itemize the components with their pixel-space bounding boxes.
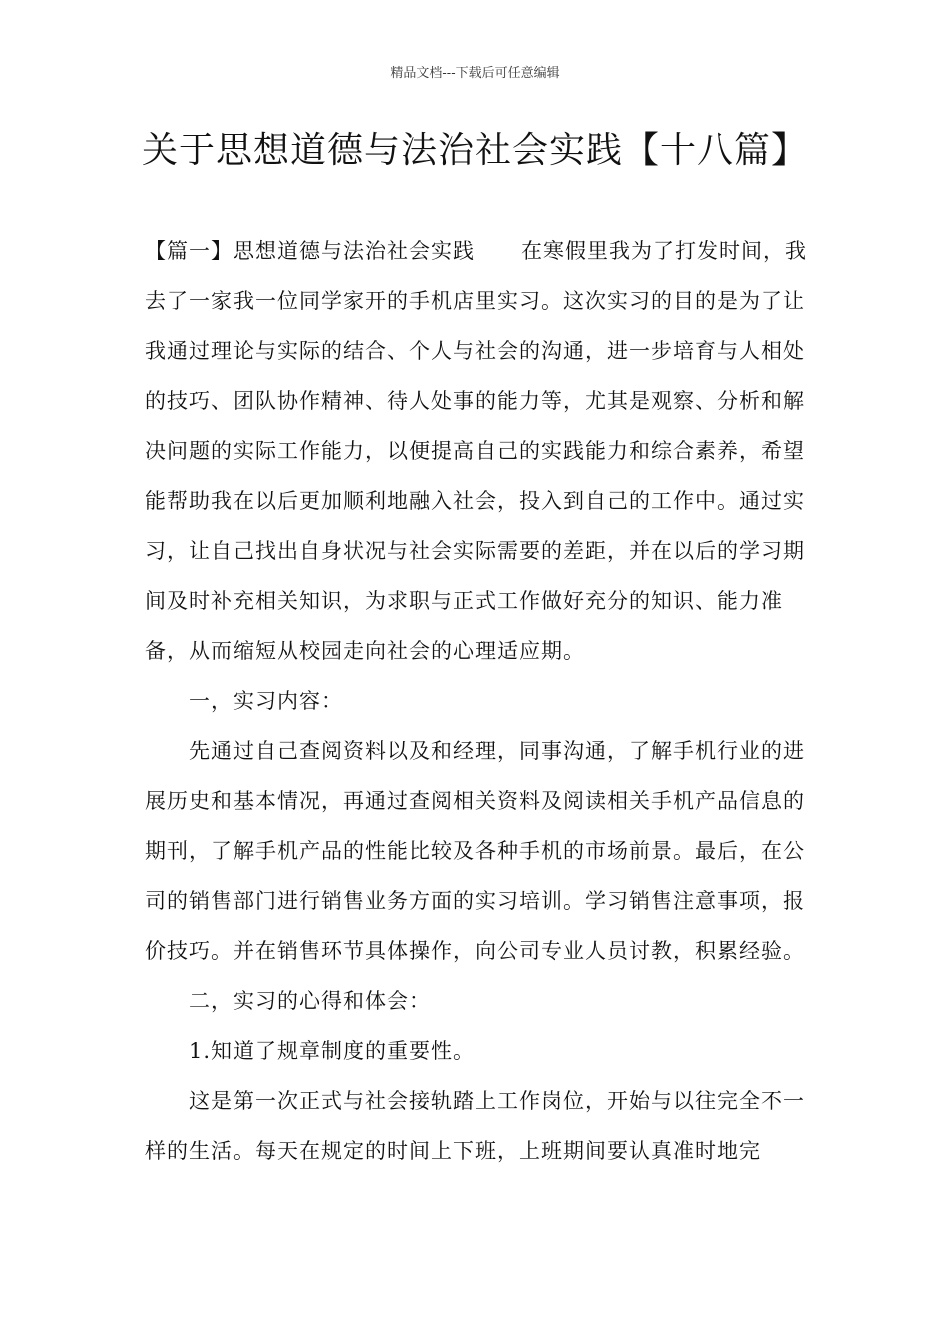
section-heading: 【篇一】思想道德与法治社会实践	[145, 239, 475, 263]
document-title: 关于思想道德与法治社会实践【十八篇】	[141, 130, 808, 171]
paragraph: 一，实习内容：	[189, 689, 343, 713]
paragraph-first	[145, 226, 815, 676]
page-header: 精品文档---下载后可任意编辑	[390, 66, 560, 81]
paragraph: 1.知道了规章制度的重要性。	[189, 1039, 476, 1063]
paragraph: 先通过自己查阅资料以及和经理，同事沟通，了解手机行业的进展历史和基本情况，再通过查阅相关资料及阅读相关手机产品信息的期刊，了解手机产品的性能比较及各种手机的市场前景。最后，在公司的销售部门进行销售业务方面的实习培训。学习销售注意事项，报价技巧。并在销售环节具体操作，向公司专业人员讨教，积累经验。	[145, 739, 805, 963]
paragraph: 这是第一次正式与社会接轨踏上工作岗位，开始与以往完全不一样的生活。每天在规定的时间上下班，上班期间要认真准时地完	[145, 1089, 805, 1163]
paragraph: 二，实习的心得和体会：	[189, 989, 431, 1013]
first-paragraph-text: 在寒假里我为了打发时间，我去了一家我一位同学家开的手机店里实习。这次实习的目的是为了让我通过理论与实际的结合、个人与社会的沟通，进一步培育与人相处的技巧、团队协作精神、待人处事的能力等，尤其是观察、分析和解决问题的实际工作能力，以便提高自己的实践能力和综合素养，希望能帮助我在以后更加顺利地融入社会，投入到自己的工作中。通过实习，让自己找出自身状况与社会实际需要的差距，并在以后的学习期间及时补充相关知识，为求职与正式工作做好充分的知识、能力准备，从而缩短从校园走向社会的心理适应期。	[145, 239, 807, 663]
document-body	[145, 226, 815, 1176]
